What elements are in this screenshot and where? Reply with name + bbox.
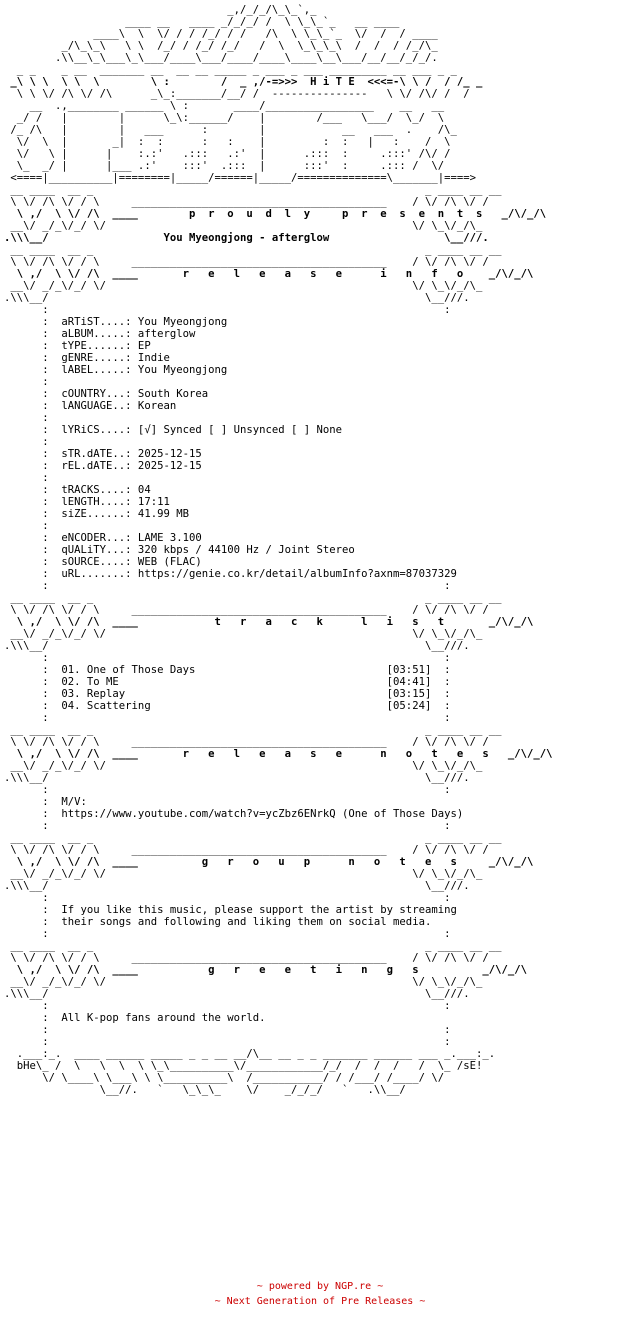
nfo-line: : : [4, 580, 451, 592]
nfo-line: : [4, 436, 49, 448]
nfo-line: \ \/ /\ \/ / \ ________________________________________ / \/ /\ \/ / [4, 952, 489, 964]
nfo-line: _\ \ \ \ \ \ \ : / _ ,/-=>>> H i T E <<<=-\ \ / / /_ _ [4, 76, 483, 88]
nfo-line: : siZE......: 41.99 MB [4, 508, 189, 520]
nfo-line: __ ____ __ _ _ ____ __ __ [4, 832, 502, 844]
nfo-line: .\\\__/ You Myeongjong - afterglow \__///. [4, 232, 489, 244]
nfo-line: <====|__________|========|_____/======|_____/==============\_______|====> [4, 172, 476, 184]
nfo-line: .\\\__/ \__///. [4, 292, 470, 304]
nfo-line: \__//. ` \_\_\_ \/ _/_/_/ ` .\\__/ [4, 1084, 406, 1096]
nfo-line: : [4, 412, 49, 424]
nfo-line: : M/V: [4, 796, 87, 808]
nfo-line: \ ,/ \ \/ /\ ____ p r o u d l y p r e s e n t s _/\/_/\ [4, 208, 547, 220]
nfo-line: : gENRE.....: Indie [4, 352, 170, 364]
nfo-line: : uRL.......: https://genie.co.kr/detail/albumInfo?axnm=87037329 [4, 568, 457, 580]
nfo-line: : tRACKS....: 04 [4, 484, 151, 496]
nfo-line: .\\\__/ \__///. [4, 880, 470, 892]
nfo-line: \/ \ | _| : : : : | : : | : / \ [4, 136, 451, 148]
nfo-line: : lYRiCS....: [√] Synced [ ] Unsynced [ ] None [4, 424, 343, 436]
nfo-line: __\/ _/_\/_/ \/ \/ \_\/_/\_ [4, 280, 483, 292]
nfo-line: __ .,________ ______ \ : ____/_________________ __ __ [4, 100, 445, 112]
nfo-line: \ ,/ \ \/ /\ ____ r e l e a s e n o t e s _/\/_/\ [4, 748, 553, 760]
nfo-line: _ _ _ __ _______ __ __ __ _____ _ ___ _ ___ _________ __ ___ _ _ [4, 64, 457, 76]
nfo-line: __\/ _/_\/_/ \/ \/ \_\/_/\_ [4, 868, 483, 880]
nfo-line: : lANGUAGE..: Korean [4, 400, 177, 412]
nfo-line: __ ____ __ _ _ ____ __ __ [4, 592, 502, 604]
nfo-line: : aRTiST....: You Myeongjong [4, 316, 228, 328]
nfo-line: : eNCODER...: LAME 3.100 [4, 532, 202, 544]
nfo-line: __\/ _/_\/_/ \/ \/ \_\/_/\_ [4, 220, 483, 232]
nfo-line: : cOUNTRY...: South Korea [4, 388, 209, 400]
nfo-line: \/ \____\ \___\ \ \__________\ /___________/ / /___/ /____/ \/ [4, 1072, 445, 1084]
nfo-line: _/ / | | \_\:______/ | /___ \___/ \_/ \ [4, 112, 445, 124]
nfo-line: \ ,/ \ \/ /\ ____ r e l e a s e i n f o _/\/_/\ [4, 268, 534, 280]
nfo-line: : lENGTH....: 17:11 [4, 496, 170, 508]
nfo-line: : [4, 472, 49, 484]
nfo-line: __ ____ __ _ _ ____ __ __ [4, 940, 502, 952]
nfo-line: : : [4, 652, 451, 664]
nfo-line: : lABEL.....: You Myeongjong [4, 364, 228, 376]
nfo-line: : If you like this music, please support the artist by streaming [4, 904, 457, 916]
nfo-line: .\\\__/ \__///. [4, 640, 470, 652]
nfo-line: bHe\_ / \ \ \ \ \_\__________\/____________/_/ / / / / \_ /sE! [4, 1060, 483, 1072]
nfo-line: : rEL.dATE..: 2025-12-15 [4, 460, 202, 472]
nfo-line: : sOURCE....: WEB (FLAC) [4, 556, 202, 568]
nfo-line: : : [4, 1000, 451, 1012]
nfo-line: : All K-pop fans around the world. [4, 1012, 266, 1024]
nfo-line: \ ,/ \ \/ /\ ____ g r o u p n o t e s _/\/_/\ [4, 856, 534, 868]
nfo-line: : 01. One of Those Days [03:51] : [4, 664, 451, 676]
nfo-line: .\\__\_\___\_\___/____\___/____/____\____\__\___/__/__/_/_/. [4, 52, 438, 64]
nfo-line: __\/ _/_\/_/ \/ \/ \_\/_/\_ [4, 976, 483, 988]
nfo-line: : [4, 520, 49, 532]
nfo-line: _/\_\_\ \ \ /_/ / /_/ /_/ / \ \_\_\_\ / / / /_/\_ [4, 40, 438, 52]
nfo-line: : 03. Replay [03:15] : [4, 688, 451, 700]
nfo-line: .___:_. ____ ______ _____ _ _ __ __/\__ __ _ _ _______ ______ ___ _.___:_. [4, 1048, 496, 1060]
nfo-line: \/ \ | | :.:' .::: .:' | .::: : .:::' /\/ / [4, 148, 451, 160]
nfo-line: __ ____ __ _ _ ____ __ __ [4, 244, 502, 256]
nfo-line: : [4, 376, 49, 388]
nfo-line: \ \/ /\ \/ / \ ________________________________________ / \/ /\ \/ / [4, 196, 489, 208]
footer-tagline: ~ Next Generation of Pre Releases ~ [214, 1296, 426, 1307]
nfo-line: : qUALiTY...: 320 kbps / 44100 Hz / Joint Stereo [4, 544, 355, 556]
nfo-line: : : [4, 712, 451, 724]
nfo-line: __\/ _/_\/_/ \/ \/ \_\/_/\_ [4, 760, 483, 772]
nfo-line: \ \/ /\ \/ / \ ________________________________________ / \/ /\ \/ / [4, 256, 489, 268]
nfo-line: : 02. To ME [04:41] : [4, 676, 451, 688]
nfo-line: ____\ \ \/ / / /_/ / / /\ \ \_\_`_ \/ / / ____ [4, 28, 438, 40]
nfo-line: : : [4, 820, 451, 832]
nfo-line: : : [4, 892, 451, 904]
nfo-line: : : [4, 784, 451, 796]
nfo-line: __\/ _/_\/_/ \/ \/ \_\/_/\_ [4, 628, 483, 640]
nfo-line: \ \ \/ /\ \/ /\ _\_:_______/__/ / --------------- \ \/ /\/ / / [4, 88, 470, 100]
nfo-line: : : [4, 1024, 451, 1036]
nfo-line: : https://www.youtube.com/watch?v=ycZbz6ENrkQ (One of Those Days) [4, 808, 464, 820]
nfo-line: __ ____ __ _ _ ____ __ __ [4, 184, 502, 196]
nfo-line: __ ____ __ _ _ ____ __ __ [4, 724, 502, 736]
nfo-text [4, 4, 636, 1254]
nfo-line: : sTR.dATE..: 2025-12-15 [4, 448, 202, 460]
nfo-line: \ ,/ \ \/ /\ ____ g r e e t i n g s _/\/_/\ [4, 964, 527, 976]
nfo-line: ____ __ ____ _/_/_/ / \ \_\_`_ __ ____ [4, 16, 400, 28]
nfo-line: /_ /\ | | ___ : | __ ___ . /\_ [4, 124, 457, 136]
nfo-line: _,/_/_/\_\_`,_ [4, 4, 317, 16]
nfo-line: : : [4, 1036, 451, 1048]
nfo-line: : their songs and following and liking them on social media. [4, 916, 432, 928]
nfo-line: \ \/ /\ \/ / \ ________________________________________ / \/ /\ \/ / [4, 604, 489, 616]
nfo-line: : tYPE......: EP [4, 340, 151, 352]
nfo-line: \ \/ /\ \/ / \ ________________________________________ / \/ /\ \/ / [4, 844, 489, 856]
nfo-line: .\\\__/ \__///. [4, 772, 470, 784]
nfo-line: \_ _/ | |___ .:' :::' .::: | :::' : .::: / \/ [4, 160, 445, 172]
nfo-line: : : [4, 928, 451, 940]
nfo-line: \ ,/ \ \/ /\ ____ t r a c k l i s t _/\/_/\ [4, 616, 534, 628]
nfo-line: : 04. Scattering [05:24] : [4, 700, 451, 712]
nfo-line: .\\\__/ \__///. [4, 988, 470, 1000]
nfo-line: : aLBUM.....: afterglow [4, 328, 196, 340]
footer-powered-by: ~ powered by NGP.re ~ [256, 1281, 384, 1292]
nfo-line: : : [4, 304, 451, 316]
nfo-line: \ \/ /\ \/ / \ ________________________________________ / \/ /\ \/ / [4, 736, 489, 748]
